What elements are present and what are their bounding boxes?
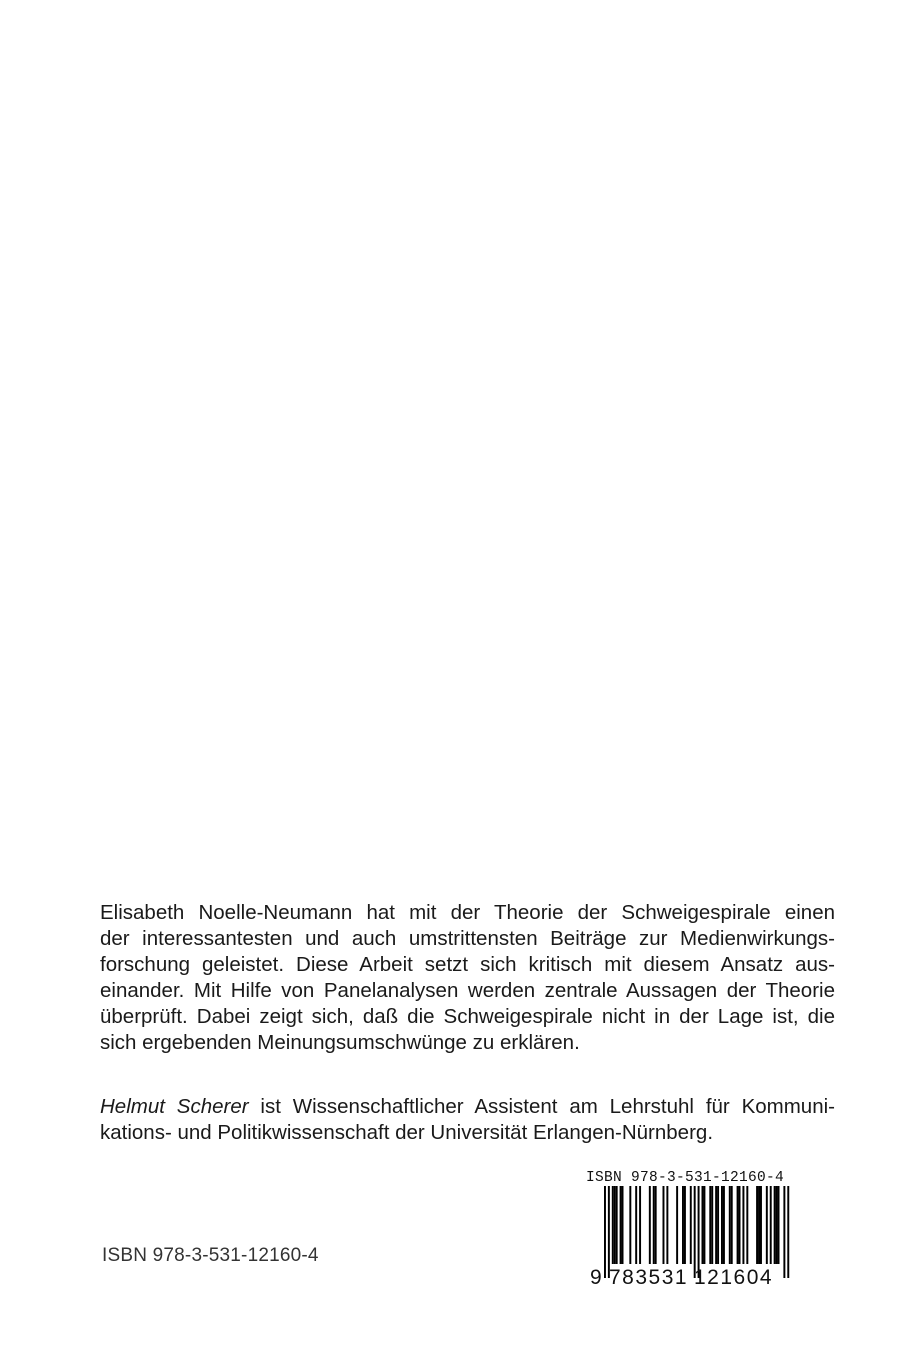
isbn-text: ISBN 978-3-531-12160-4: [102, 1245, 319, 1266]
barcode-bar: [635, 1186, 637, 1264]
barcode-bar: [703, 1186, 705, 1264]
barcode-digit-first: 9: [590, 1266, 604, 1289]
description-line: Elisabeth Noelle-Neumann hat mit der Theorie der Schweigespirale einen: [100, 901, 835, 924]
author-note-text: ist Wissenschaftlicher Assistent am Lehrstuhl für Kommuni-: [248, 1095, 835, 1118]
barcode-bar: [690, 1186, 692, 1264]
barcode-guard-bar: [604, 1186, 606, 1278]
barcode-bar: [737, 1186, 739, 1264]
barcode-guard-bar: [787, 1186, 789, 1278]
author-name: Helmut Scherer: [100, 1095, 249, 1118]
barcode-bar: [774, 1186, 776, 1264]
barcode-bar: [676, 1186, 678, 1264]
barcode-bar: [756, 1186, 758, 1264]
barcode-bar: [711, 1186, 713, 1264]
barcode-bar: [770, 1186, 772, 1264]
book-description: [100, 900, 835, 1056]
description-line: sich ergebenden Meinungsumschwünge zu erklären.: [100, 1031, 580, 1054]
barcode-bar: [653, 1186, 655, 1264]
barcode-bar: [639, 1186, 641, 1264]
barcode-bar: [729, 1186, 731, 1264]
barcode-bar: [684, 1186, 686, 1264]
barcode-bar: [663, 1186, 665, 1264]
author-note-line: kations- und Politikwissenschaft der Universität Erlangen-Nürnberg.: [100, 1121, 714, 1144]
barcode-digits-right: 121604: [694, 1266, 774, 1289]
barcode-bar: [731, 1186, 733, 1264]
barcode-bar: [620, 1186, 622, 1264]
barcode-bar: [682, 1186, 684, 1264]
barcode-bar: [739, 1186, 741, 1264]
description-line: überprüft. Dabei zeigt sich, daß die Schweigespirale nicht in der Lage ist, die: [100, 1005, 835, 1028]
barcode-bar: [723, 1186, 725, 1264]
barcode-bar: [721, 1186, 723, 1264]
barcode-bar: [709, 1186, 711, 1264]
barcode-guard-bar: [608, 1186, 610, 1278]
barcode-bar: [666, 1186, 668, 1264]
author-note-line: [100, 1094, 835, 1120]
barcode-guard-bar: [694, 1186, 696, 1278]
barcode-guard-bar: [783, 1186, 785, 1278]
barcode-bar: [612, 1186, 614, 1264]
description-line: der interessantesten und auch umstrittensten Beiträge zur Medienwirkungs-: [100, 927, 835, 950]
barcode-digits-left: 783531: [609, 1266, 689, 1289]
author-note: [100, 1094, 835, 1146]
barcode-bar: [702, 1186, 704, 1264]
barcode-bar: [717, 1186, 719, 1264]
barcode-bar: [649, 1186, 651, 1264]
barcode-bar: [629, 1186, 631, 1264]
barcode-bar: [746, 1186, 748, 1264]
barcode-bar: [616, 1186, 618, 1264]
barcode-bar: [776, 1186, 778, 1264]
description-line: einander. Mit Hilfe von Panelanalysen werden zentrale Aussagen der Theorie: [100, 979, 835, 1002]
barcode-bar: [622, 1186, 624, 1264]
barcode-isbn-label: ISBN 978-3-531-12160-4: [586, 1170, 785, 1186]
barcode-bar: [760, 1186, 762, 1264]
barcode-bar: [715, 1186, 717, 1264]
barcode-bar: [766, 1186, 768, 1264]
barcode-bar: [742, 1186, 744, 1264]
description-line: forschung geleistet. Diese Arbeit setzt sich kritisch mit diesem Ansatz aus-: [100, 953, 835, 976]
barcode-guard-bar: [698, 1186, 700, 1278]
barcode-bar: [614, 1186, 616, 1264]
barcode-bar: [655, 1186, 657, 1264]
barcode-bar: [778, 1186, 780, 1264]
barcode-bar: [758, 1186, 760, 1264]
